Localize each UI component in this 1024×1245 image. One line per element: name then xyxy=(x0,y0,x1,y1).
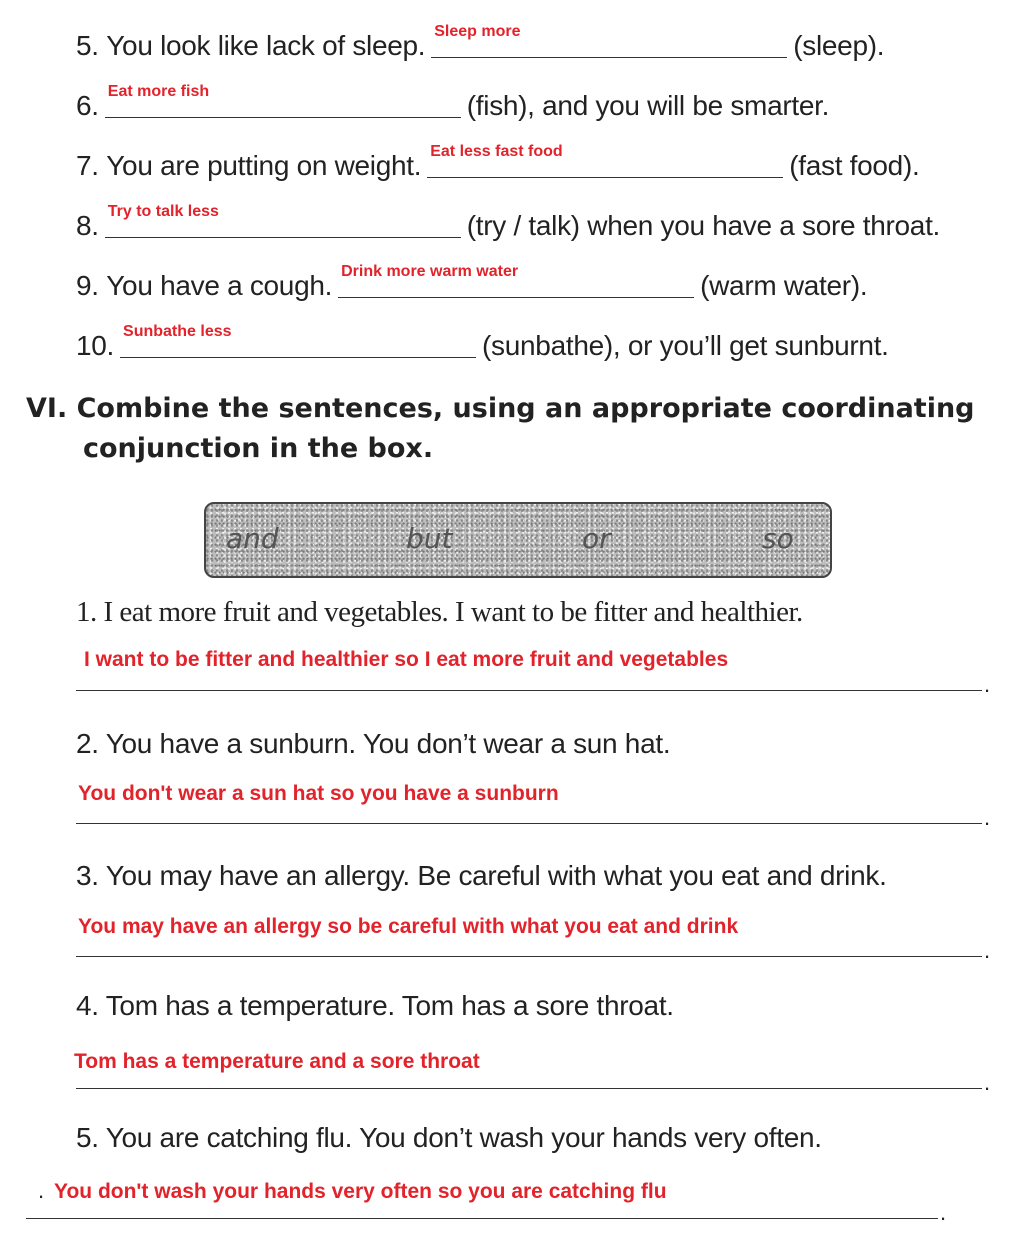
question-1: 1. I eat more fruit and vegetables. I want to be fitter and healthier. xyxy=(76,596,803,628)
item-hint: (sleep). xyxy=(793,30,885,61)
conjunction-word: so xyxy=(762,522,794,555)
conjunction-word: or xyxy=(582,522,611,555)
exercise-item-10 xyxy=(76,322,889,362)
answer-line-1[interactable] xyxy=(76,690,982,691)
answer-blank[interactable] xyxy=(338,263,694,298)
item-number: 5. xyxy=(76,30,99,61)
item-number: 8. xyxy=(76,210,99,241)
exercise-item-8 xyxy=(76,202,940,242)
item-hint: (warm water). xyxy=(700,270,868,301)
period-mark: . xyxy=(984,1070,991,1095)
handwritten-answer-1: I want to be fitter and healthier so I eat more fruit and vegetables xyxy=(84,648,729,671)
conjunction-word: but xyxy=(406,522,453,555)
answer-blank[interactable] xyxy=(431,23,787,58)
answer-blank[interactable] xyxy=(427,143,783,178)
exercise-item-6 xyxy=(76,82,829,122)
exercise-item-9 xyxy=(76,262,867,302)
item-number: 7. xyxy=(76,150,99,181)
handwritten-answer-4: Tom has a temperature and a sore throat xyxy=(74,1050,480,1073)
section-heading-cont: conjunction in the box. xyxy=(83,433,434,464)
answer-line-2[interactable] xyxy=(76,823,982,824)
answer-blank[interactable] xyxy=(105,203,461,238)
question-3: 3. You may have an allergy. Be careful with what you eat and drink. xyxy=(76,860,887,891)
item-prompt: You have a cough. xyxy=(106,270,333,301)
item-hint: (fish), and you will be smarter. xyxy=(466,90,830,121)
item-prompt: You look like lack of sleep. xyxy=(106,30,426,61)
handwritten-answer: Eat less fast food xyxy=(430,143,563,160)
section-heading: VI. Combine the sentences, using an appropriate coordinating xyxy=(26,393,975,424)
answer-line-5[interactable] xyxy=(26,1218,938,1219)
period-mark: . xyxy=(984,938,991,963)
answer-line-3[interactable] xyxy=(76,956,982,957)
conjunction-box xyxy=(204,502,832,578)
item-number: 6. xyxy=(76,90,99,121)
question-4: 4. Tom has a temperature. Tom has a sore throat. xyxy=(76,990,674,1021)
answer-blank[interactable] xyxy=(105,83,461,118)
handwritten-answer: Drink more warm water xyxy=(341,263,519,280)
exercise-item-7 xyxy=(76,142,919,182)
period-mark: . xyxy=(940,1200,947,1225)
item-prompt: You are putting on weight. xyxy=(106,150,422,181)
item-hint: (sunbathe), or you’ll get sunburnt. xyxy=(482,330,889,361)
item-number: 10. xyxy=(76,330,115,361)
item-number: 9. xyxy=(76,270,99,301)
handwritten-answer: Eat more fish xyxy=(107,83,210,100)
handwritten-answer-2: You don't wear a sun hat so you have a sunburn xyxy=(78,782,559,805)
handwritten-answer-5: You don't wash your hands very often so you are catching flu xyxy=(54,1180,667,1203)
question-2: 2. You have a sunburn. You don’t wear a sun hat. xyxy=(76,728,671,759)
item-hint: (fast food). xyxy=(789,150,920,181)
period-mark: . xyxy=(984,805,991,830)
answer-line-4[interactable] xyxy=(76,1088,982,1089)
handwritten-answer: Sleep more xyxy=(434,23,521,40)
question-5: 5. You are catching flu. You don’t wash your hands very often. xyxy=(76,1122,822,1153)
answer-blank[interactable] xyxy=(120,323,476,358)
handwritten-answer: Try to talk less xyxy=(107,203,219,220)
handwritten-answer-3: You may have an allergy so be careful with what you eat and drink xyxy=(78,915,739,938)
period-mark: . xyxy=(984,672,991,697)
handwritten-answer: Sunbathe less xyxy=(123,323,232,340)
exercise-item-5 xyxy=(76,22,884,62)
item-hint: (try / talk) when you have a sore throat. xyxy=(466,210,941,241)
conjunction-word: and xyxy=(226,522,279,555)
leading-dot: . xyxy=(38,1178,45,1203)
